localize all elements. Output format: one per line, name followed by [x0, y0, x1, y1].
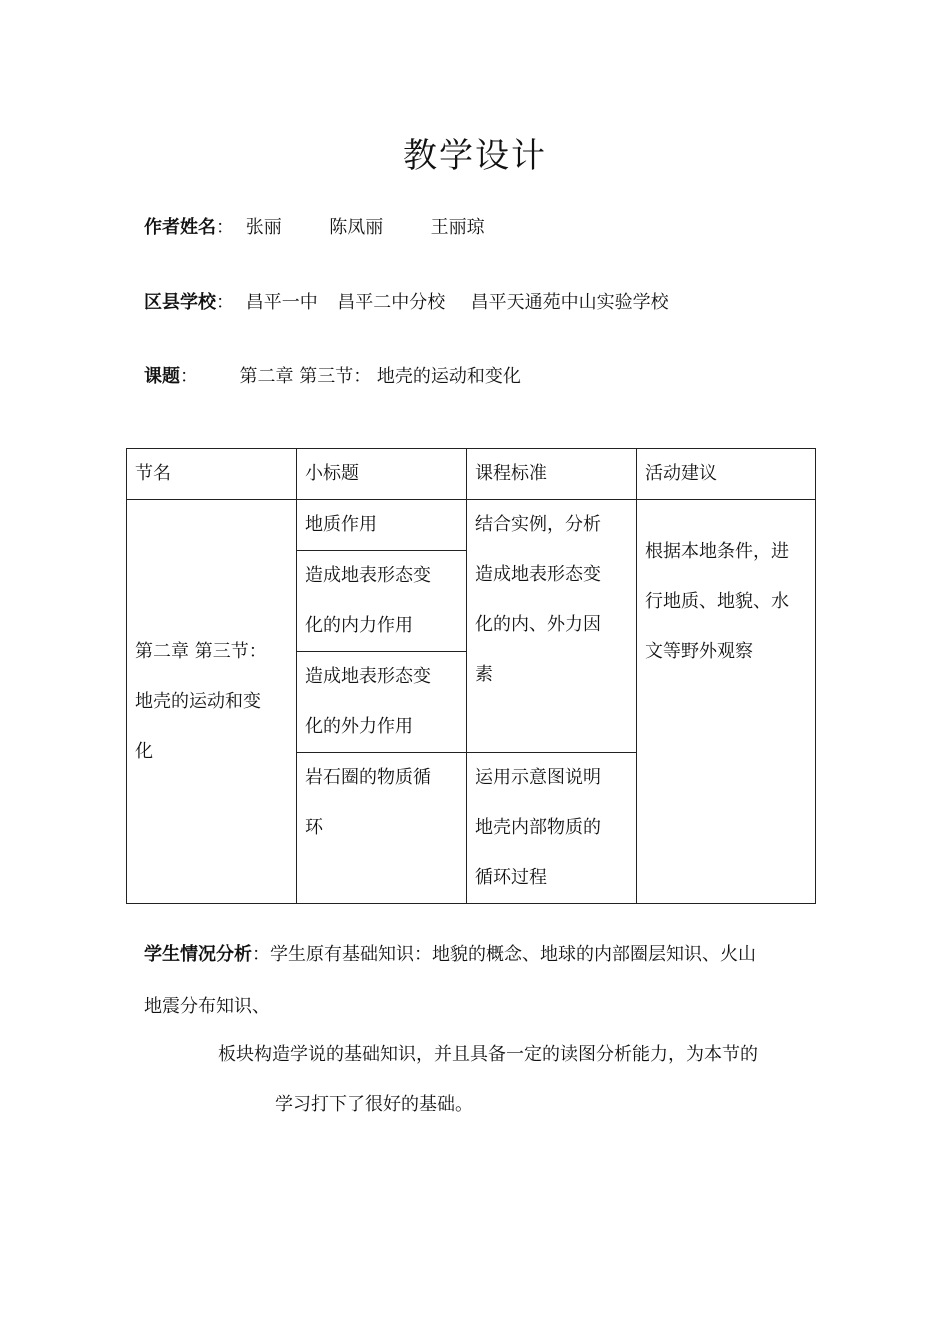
subtitle-line: 造成地表形态变 — [305, 666, 431, 687]
author-name: 陈凤丽 — [329, 217, 384, 238]
analysis-label: 学生情况分析 — [144, 944, 252, 965]
section-name-cell — [127, 500, 297, 904]
standard-line: 造成地表形态变 — [475, 564, 601, 585]
topic-row: 课题： 第二章 第三节： 地壳的运动和变化 — [144, 366, 521, 387]
analysis-line: 板块构造学说的基础知识，并且具备一定的读图分析能力，为本节的 — [218, 1044, 758, 1065]
subtitle-cell — [297, 551, 467, 652]
school-name: 昌平天通苑中山实验学校 — [470, 292, 669, 313]
page-title: 教学设计 — [403, 136, 547, 176]
school-label: 区县学校 — [144, 292, 216, 313]
topic-value: 第二章 第三节： 地壳的运动和变化 — [239, 366, 521, 387]
section-name-line: 化 — [135, 740, 153, 762]
activity-line: 行地质、地貌、水 — [645, 591, 789, 612]
author-row: 作者姓名： 张丽 陈凤丽 王丽琼 — [144, 217, 485, 238]
table-header: 小标题 — [297, 449, 467, 500]
subtitle-cell — [297, 753, 467, 904]
subtitle-line: 化的外力作用 — [305, 716, 413, 737]
activity-cell — [637, 500, 816, 904]
table-row — [127, 500, 816, 551]
table-header-row — [127, 449, 816, 500]
subtitle-line: 化的内力作用 — [305, 615, 413, 636]
analysis-line: 学习打下了很好的基础。 — [275, 1094, 473, 1115]
section-name-line: 地壳的运动和变 — [135, 690, 261, 712]
standard-line: 化的内、外力因 — [475, 614, 601, 635]
standard-line: 地壳内部物质的 — [475, 817, 601, 838]
author-name: 王丽琼 — [430, 217, 485, 238]
standard-line: 循环过程 — [475, 867, 547, 888]
school-row: 区县学校： 昌平一中 昌平二中分校 昌平天通苑中山实验学校 — [144, 292, 669, 313]
analysis-line: 地震分布知识、 — [144, 996, 270, 1017]
subtitle-cell — [297, 500, 467, 551]
subtitle-line: 岩石圈的物质循 — [305, 767, 431, 788]
standard-line: 运用示意图说明 — [475, 767, 601, 788]
table-header: 节名 — [127, 449, 297, 500]
analysis-text: 学生原有基础知识：地貌的概念、地球的内部圈层知识、火山 — [270, 944, 756, 965]
standard-line: 素 — [475, 664, 493, 685]
school-name: 昌平二中分校 — [337, 292, 446, 313]
table-header: 活动建议 — [637, 449, 816, 500]
lesson-table — [126, 448, 816, 904]
topic-label: 课题 — [144, 366, 180, 387]
activity-line: 根据本地条件，进 — [645, 541, 789, 562]
standard-cell — [467, 500, 637, 753]
author-label: 作者姓名 — [144, 217, 216, 238]
author-name: 张丽 — [245, 217, 282, 238]
school-name: 昌平一中 — [245, 292, 318, 313]
subtitle-line: 地质作用 — [305, 514, 377, 535]
subtitle-cell — [297, 652, 467, 753]
subtitle-line: 环 — [305, 817, 323, 838]
standard-line: 结合实例，分析 — [475, 514, 601, 535]
table-header: 课程标准 — [467, 449, 637, 500]
analysis-line: 学生情况分析：学生原有基础知识：地貌的概念、地球的内部圈层知识、火山 — [144, 944, 756, 965]
section-name-line: 第二章 第三节： — [135, 640, 267, 662]
subtitle-line: 造成地表形态变 — [305, 565, 431, 586]
standard-cell — [467, 753, 637, 904]
activity-line: 文等野外观察 — [645, 641, 753, 662]
